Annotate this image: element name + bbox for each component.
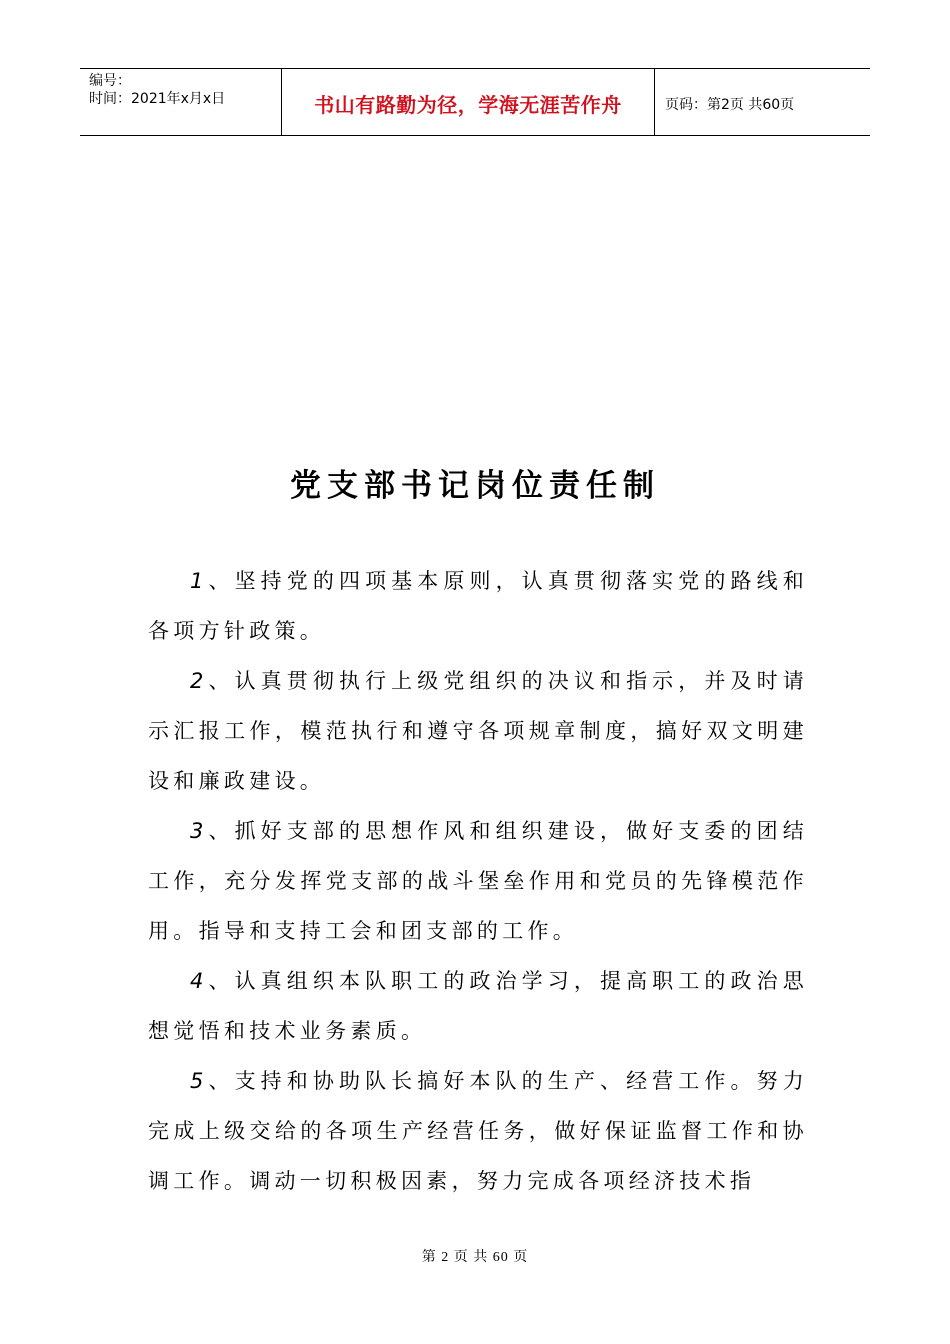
document-title: 党支部书记岗位责任制 [290, 468, 660, 504]
clause-text: 、认真贯彻执行上级党组织的决议和指示，并及时请示汇报工作，模范执行和遵守各项规章制度，搞好双文明建设和廉政建设。 [148, 669, 808, 793]
header-info-cell [80, 69, 282, 135]
clause-5 [148, 1056, 808, 1206]
clause-text: 、支持和协助队长搞好本队的生产、经营工作。努力完成上级交给的各项生产经营任务，做好保证监督工作和协调工作。调动一切积极因素，努力完成各项经济技术指 [148, 1069, 808, 1193]
page-header [80, 68, 870, 136]
clause-number: 3 [190, 819, 208, 843]
header-page-cell [655, 69, 870, 135]
clause-number: 1 [190, 569, 208, 593]
document-number-label: 编号： [89, 73, 131, 89]
clause-number: 2 [190, 669, 208, 693]
header-motto-cell [282, 69, 655, 135]
clause-text: 、抓好支部的思想作风和组织建设，做好支委的团结工作，充分发挥党支部的战斗堡垒作用和党员的先锋模范作用。指导和支持工会和团支部的工作。 [148, 819, 808, 943]
clause-2 [148, 656, 808, 806]
document-time-label: 时间：2021年x月x日 [89, 91, 226, 107]
clause-number: 5 [190, 1069, 208, 1093]
header-page-info: 页码：第2页 共60页 [665, 96, 795, 113]
clause-3 [148, 806, 808, 956]
document-body [148, 556, 808, 1206]
page-footer: 第 2 页 共 60 页 [421, 1250, 529, 1265]
header-motto: 书山有路勤为径，学海无涯苦作舟 [314, 93, 622, 117]
clause-1 [148, 556, 808, 656]
clause-4 [148, 956, 808, 1056]
clause-text: 、认真组织本队职工的政治学习，提高职工的政治思想觉悟和技术业务素质。 [148, 969, 808, 1043]
clause-text: 、坚持党的四项基本原则，认真贯彻落实党的路线和各项方针政策。 [148, 569, 808, 643]
clause-number: 4 [190, 969, 208, 993]
